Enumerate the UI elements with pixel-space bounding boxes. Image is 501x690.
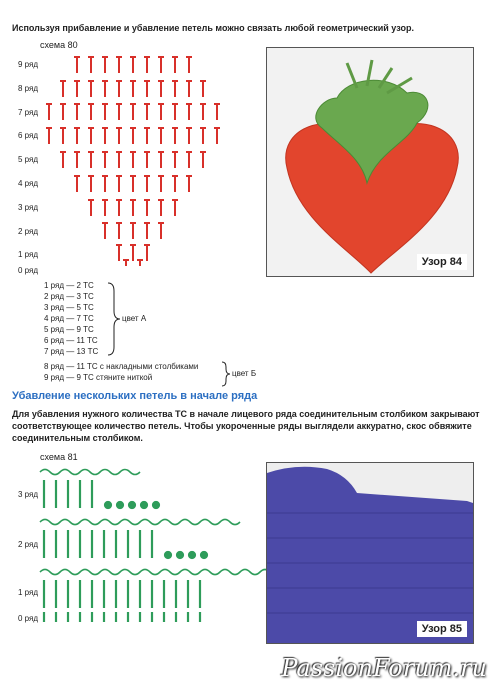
stitch-mark [74, 128, 80, 144]
brace-color-b [222, 362, 230, 386]
stitch-mark [200, 128, 206, 144]
stitch-mark [200, 81, 206, 97]
stitch-mark [130, 223, 136, 239]
legend-item: 9 ряд — 9 ТС стяните ниткой [44, 373, 153, 382]
stitch-mark [186, 104, 192, 120]
scheme-80-label: схема 80 [40, 40, 78, 50]
legend-item: 8 ряд — 11 ТС с накладными столбиками [44, 362, 199, 371]
legend-item: 6 ряд — 11 ТС [44, 336, 98, 345]
stitch-mark [144, 223, 150, 239]
stitch-mark [130, 152, 136, 168]
stitch-mark [214, 128, 220, 144]
slip-stitch-dot [201, 552, 207, 558]
stitch-mark [172, 81, 178, 97]
chain-wave [40, 520, 240, 525]
row-label: 1 ряд [18, 588, 39, 597]
stitch-mark [88, 81, 94, 97]
legend-item: 5 ряд — 9 ТС [44, 325, 94, 334]
row-label: 0 ряд [18, 266, 39, 275]
brace-color-a [108, 283, 120, 355]
row-label: 8 ряд [18, 84, 39, 93]
stitch-mark [172, 176, 178, 192]
slip-stitch-dot [165, 552, 171, 558]
scheme-81-label: схема 81 [40, 452, 78, 462]
stitch-mark [74, 81, 80, 97]
section-paragraph: Для убавления нужного количества ТС в начале лицевого ряда соединительным столбиком закрывают соответствующее количество петель. Чтобы укороченные ряды выглядели аккуратно, скос обвяжите соединительным столбиком. [12, 409, 480, 443]
stitch-mark [88, 200, 94, 216]
row-label: 9 ряд [18, 60, 39, 69]
row-label: 2 ряд [18, 540, 39, 549]
stitch-mark [74, 176, 80, 192]
stitch-mark [74, 57, 80, 73]
stitch-mark [60, 81, 66, 97]
stitch-mark [46, 104, 52, 120]
stitch-mark [102, 104, 108, 120]
photo-blue-knitting [266, 462, 474, 644]
row-label: 7 ряд [18, 108, 39, 117]
watermark: PassionForum.ru [281, 654, 487, 682]
stitch-mark [102, 176, 108, 192]
stitch-mark [74, 104, 80, 120]
slip-stitch-dot [117, 502, 123, 508]
stitch-mark [88, 104, 94, 120]
row-label: 0 ряд [18, 614, 39, 623]
stitch-mark [116, 128, 122, 144]
stitch-mark [144, 152, 150, 168]
legend-color-b-label: цвет Б [232, 369, 257, 378]
row-label: 4 ряд [18, 179, 39, 188]
stitch-mark [172, 57, 178, 73]
legend-color-a-label: цвет А [122, 314, 147, 323]
stitch-mark [102, 57, 108, 73]
stitch-mark [88, 176, 94, 192]
stitch-mark [88, 152, 94, 168]
stitch-mark [186, 57, 192, 73]
stitch-mark [214, 104, 220, 120]
scheme-80-stitches [46, 57, 220, 266]
intro-text: Используя прибавление и убавление петель можно связать любой геометрический узор. [12, 23, 414, 33]
stitch-mark [116, 104, 122, 120]
stitch-mark [46, 128, 52, 144]
photo-85-tag: Узор 85 [417, 621, 467, 637]
slip-stitch-dot [177, 552, 183, 558]
stitch-mark [116, 245, 122, 261]
stitch-mark [102, 223, 108, 239]
stitch-mark [158, 57, 164, 73]
stitch-mark [144, 176, 150, 192]
stitch-mark [144, 128, 150, 144]
photo-84-tag: Узор 84 [417, 254, 467, 270]
stitch-mark [172, 152, 178, 168]
row-label: 1 ряд [18, 250, 39, 259]
stitch-mark [130, 104, 136, 120]
stitch-mark [186, 176, 192, 192]
stitch-mark [158, 104, 164, 120]
legend-color-a [44, 280, 98, 357]
stitch-mark [200, 152, 206, 168]
legend-item: 7 ряд — 13 ТС [44, 347, 99, 356]
stitch-mark [158, 200, 164, 216]
stitch-mark [116, 176, 122, 192]
chain-wave [40, 470, 140, 475]
slip-stitch-dot [105, 502, 111, 508]
row-label: 5 ряд [18, 155, 39, 164]
stitch-mark [74, 152, 80, 168]
stitch-mark [102, 81, 108, 97]
stitch-mark [144, 104, 150, 120]
stitch-mark [130, 245, 136, 261]
row-label: 3 ряд [18, 203, 39, 212]
slip-stitch-dot [153, 502, 159, 508]
legend-item: 3 ряд — 5 ТС [44, 303, 94, 312]
stitch-mark [200, 104, 206, 120]
slip-stitch-dot [189, 552, 195, 558]
stitch-mark [116, 200, 122, 216]
legend-item: 2 ряд — 3 ТС [44, 292, 94, 301]
stitch-mark [186, 128, 192, 144]
stitch-mark [130, 81, 136, 97]
section-title: Убавление нескольких петель в начале ряда [12, 390, 258, 402]
stitch-mark [172, 128, 178, 144]
stitch-mark [158, 223, 164, 239]
stitch-mark [116, 223, 122, 239]
slip-stitch-dot [141, 502, 147, 508]
stitch-mark [158, 176, 164, 192]
photo-strawberry [266, 47, 474, 277]
stitch-mark [158, 128, 164, 144]
stitch-mark [123, 260, 129, 266]
stitch-mark [102, 152, 108, 168]
legend-item: 4 ряд — 7 ТС [44, 314, 94, 323]
row-label: 6 ряд [18, 131, 39, 140]
stitch-mark [144, 200, 150, 216]
stitch-mark [144, 57, 150, 73]
row-label: 2 ряд [18, 227, 39, 236]
stitch-mark [102, 128, 108, 144]
stitch-mark [186, 152, 192, 168]
legend-item: 1 ряд — 2 ТС [44, 281, 94, 290]
stitch-mark [60, 104, 66, 120]
stitch-mark [158, 152, 164, 168]
stitch-mark [60, 152, 66, 168]
legend-color-b [44, 361, 198, 383]
stitch-mark [116, 57, 122, 73]
stitch-mark [130, 200, 136, 216]
stitch-mark [144, 81, 150, 97]
stitch-mark [130, 176, 136, 192]
stitch-mark [172, 104, 178, 120]
stitch-mark [130, 57, 136, 73]
stitch-mark [130, 128, 136, 144]
stitch-mark [137, 260, 143, 266]
stitch-mark [116, 81, 122, 97]
stitch-mark [158, 81, 164, 97]
slip-stitch-dot [129, 502, 135, 508]
stitch-mark [60, 128, 66, 144]
stitch-mark [144, 245, 150, 261]
row-label: 3 ряд [18, 490, 39, 499]
stitch-mark [172, 200, 178, 216]
stitch-mark [88, 128, 94, 144]
stitch-mark [186, 81, 192, 97]
stitch-mark [88, 57, 94, 73]
stitch-mark [116, 152, 122, 168]
stitch-mark [102, 200, 108, 216]
